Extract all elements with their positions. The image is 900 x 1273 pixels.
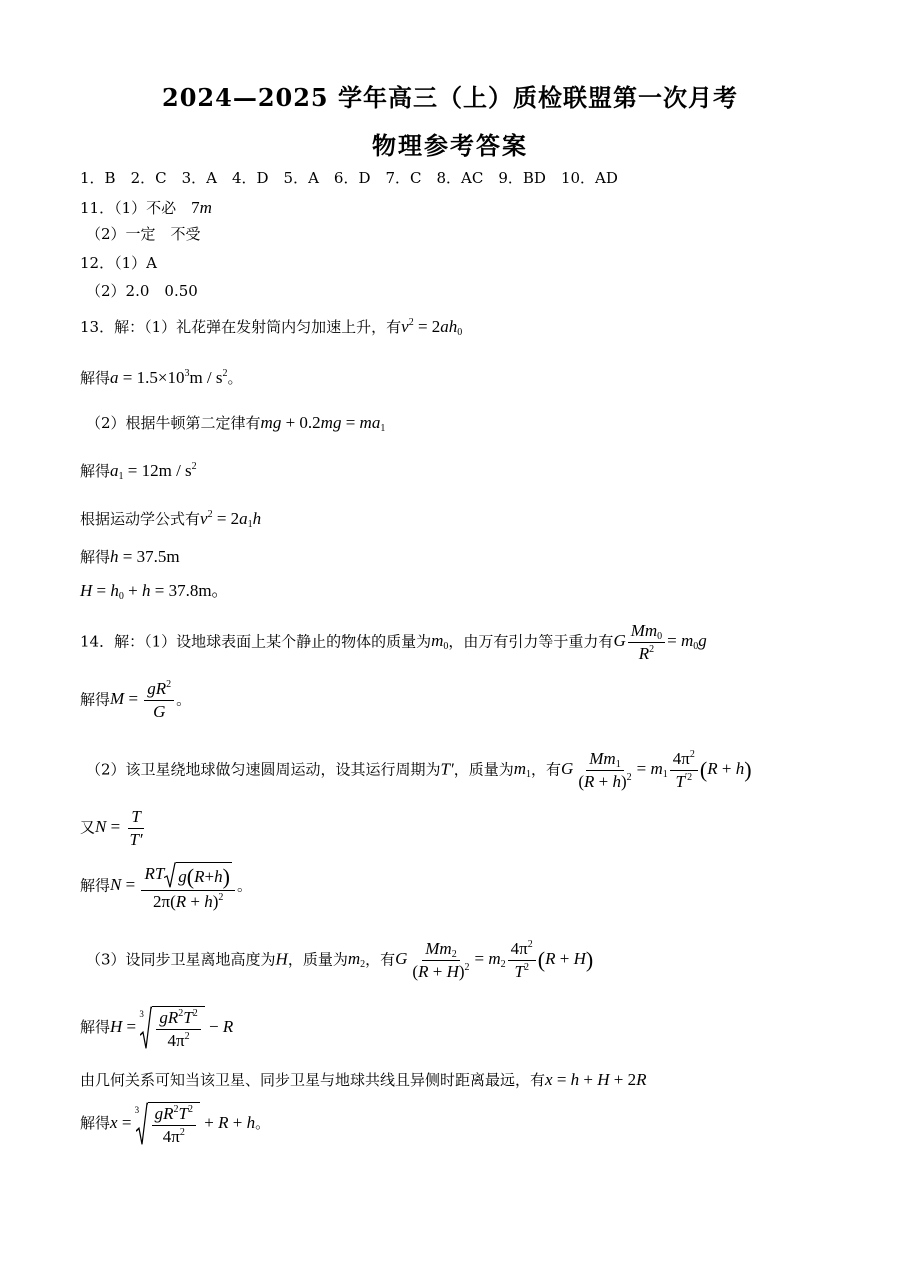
q13-part2-newton: （2）根据牛顿第二定律有mg + $0.2mg = ma_1$ bbox=[86, 413, 386, 434]
q14-result-N: 解得N = RT g ( R + h ) $2\pi(R + h)^2$ 。 bbox=[80, 863, 252, 912]
q13-result-H: $H = h_0 + h = 37.8m$。 bbox=[80, 581, 229, 602]
q14-part3-equation: （3）设同步卫星离地高度为H，质量为$m_2$，有G $\frac{Mm_2}{(R + H)^2}$ = $m_2$ $\frac{4\pi^2}{T^2}$ (R + H) bbox=[86, 939, 594, 981]
q13-result-h: 解得h = 37.5m bbox=[80, 547, 180, 566]
q14-result-mass: 解得M = $\frac{gR^2}{G}$ 。 bbox=[80, 679, 192, 721]
document-title: 2024—2025 学年高三（上）质检联盟第一次月考 bbox=[162, 83, 738, 112]
q13-kinematics: 根据运动学公式有$v^2 = 2a_1h$ bbox=[80, 509, 262, 530]
multiple-choice-answers: 1．B 2．C 3．A 4．D 5．A 6．D 7．C 8．AC 9．BD 10．AD bbox=[80, 169, 618, 187]
document-subtitle: 物理参考答案 bbox=[372, 131, 528, 160]
q13-result-acceleration: 解得$a = 1.5\times 10^3m / s^2$。 bbox=[80, 368, 243, 387]
q13-result-a1: 解得$a_1 = 12m / s^2$ bbox=[80, 461, 197, 482]
q12-part2: （2）2.0 0.50 bbox=[86, 282, 198, 300]
q13-intro: 13．解：（1）礼花弹在发射筒内匀加速上升，有$v^2 = 2ah_0$ bbox=[80, 317, 463, 338]
q14-result-x: 解得x = 3 $\frac{gR^2T^2}{4\pi^2}$ + R + h。 bbox=[80, 1104, 271, 1146]
q14-part2-equation: （2）该卫星绕地球做匀速圆周运动，设其运行周期为T′，质量为$m_1$，有G $\frac{Mm_1}{(R + h)^2}$ = $m_1$ $\frac{4\pi^2}{T^{'2}}$ (R + h) bbox=[86, 749, 752, 791]
q11-part1: 11．（1）不必 7m bbox=[80, 198, 212, 217]
q14-N-definition: 又N = $\frac{T}{T'}$ bbox=[80, 807, 143, 849]
q11-part2: （2）一定 不受 bbox=[86, 225, 201, 243]
q12-part1: 12．（1）A bbox=[80, 254, 157, 272]
q14-intro: 14．解：（1）设地球表面上某个静止的物体的质量为$m_0$，由万有引力等于重力有G $\frac{Mm_0}{R^2}$ = $m_0g$ bbox=[80, 621, 707, 663]
q14-geometry: 由几何关系可知当该卫星、同步卫星与地球共线且异侧时距离最远，有x = h + H + 2R bbox=[80, 1070, 647, 1089]
q14-result-H: 解得H = 3 $\frac{gR^2T^2}{4\pi^2}$ − R bbox=[80, 1008, 234, 1050]
